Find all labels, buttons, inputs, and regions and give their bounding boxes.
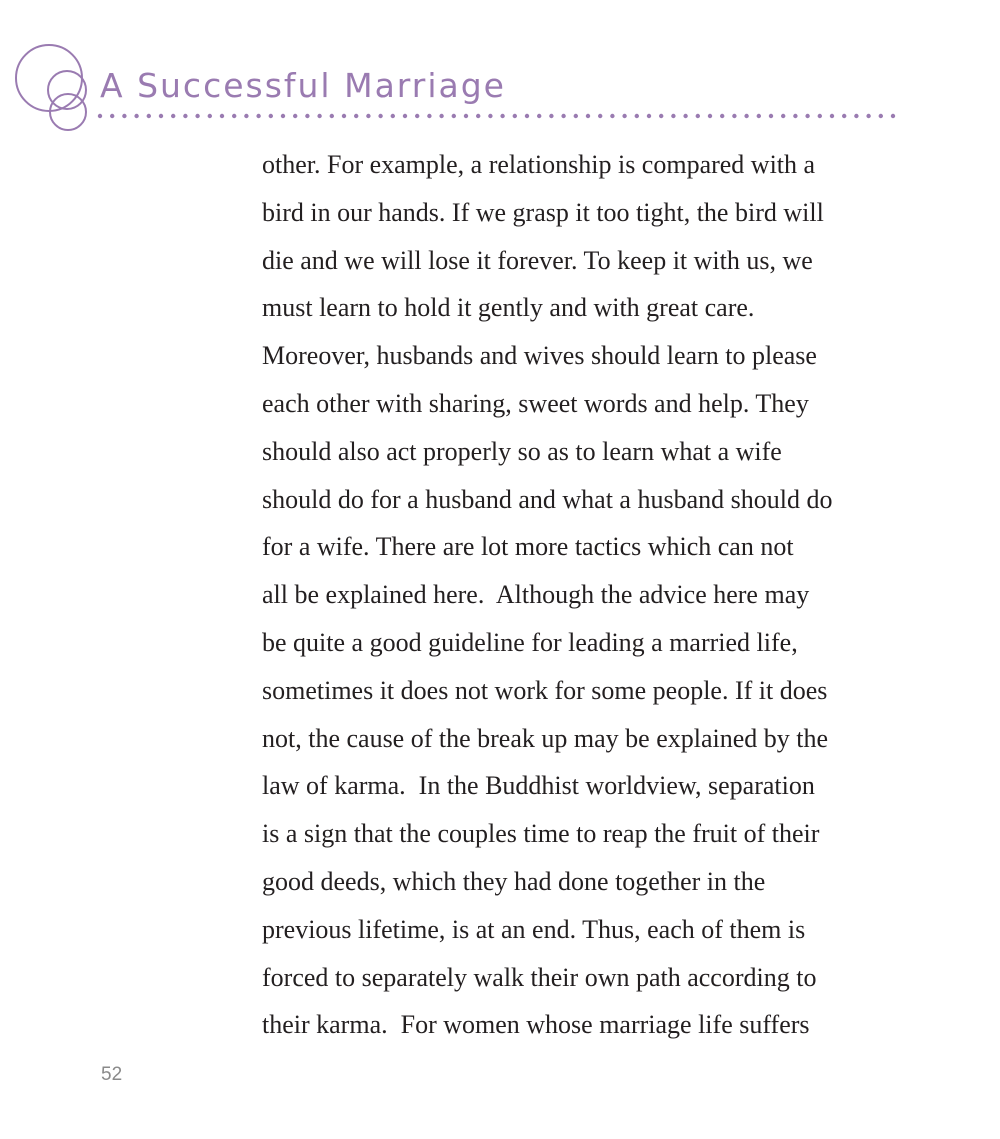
text-line: should do for a husband and what a husband should do bbox=[262, 484, 833, 514]
divider-dot bbox=[147, 114, 151, 118]
divider-dot bbox=[366, 114, 370, 118]
divider-dot bbox=[293, 114, 297, 118]
divider-dot bbox=[427, 114, 431, 118]
divider-dot bbox=[220, 114, 224, 118]
divider-dot bbox=[122, 114, 126, 118]
overlapping-circles-icon bbox=[0, 30, 110, 140]
divider-dot bbox=[183, 114, 187, 118]
text-line: for a wife. There are lot more tactics which can not bbox=[262, 532, 794, 562]
divider-dot bbox=[488, 114, 492, 118]
text-line: each other with sharing, sweet words and help. They bbox=[262, 388, 809, 418]
text-line: must learn to hold it gently and with great care. bbox=[262, 293, 755, 323]
divider-dot bbox=[708, 114, 712, 118]
text-line: sometimes it does not work for some people. If it does bbox=[262, 675, 828, 705]
divider-dot bbox=[610, 114, 614, 118]
divider-dot bbox=[683, 114, 687, 118]
divider-dot bbox=[879, 114, 883, 118]
text-line: forced to separately walk their own path according to bbox=[262, 962, 817, 992]
chapter-title: A Successful Marriage bbox=[100, 66, 506, 105]
divider-dot bbox=[732, 114, 736, 118]
text-line: law of karma. In the Buddhist worldview, separation bbox=[262, 771, 815, 801]
text-line: all be explained here. Although the advice here may bbox=[262, 580, 810, 610]
divider-dot bbox=[757, 114, 761, 118]
divider-dot bbox=[98, 114, 102, 118]
text-line: is a sign that the couples time to reap the fruit of their bbox=[262, 819, 820, 849]
divider-dot bbox=[342, 114, 346, 118]
divider-dot bbox=[842, 114, 846, 118]
divider-dot bbox=[281, 114, 285, 118]
text-line: die and we will lose it forever. To keep it with us, we bbox=[262, 245, 813, 275]
text-line: bird in our hands. If we grasp it too tight, the bird will bbox=[262, 197, 824, 227]
text-line: good deeds, which they had done together in the bbox=[262, 866, 766, 896]
divider-dot bbox=[110, 114, 114, 118]
divider-dot bbox=[452, 114, 456, 118]
divider-dot bbox=[415, 114, 419, 118]
divider-dot bbox=[208, 114, 212, 118]
body-paragraph bbox=[262, 141, 922, 1049]
divider-dot bbox=[476, 114, 480, 118]
text-line: not, the cause of the break up may be explained by the bbox=[262, 723, 829, 753]
divider-dot bbox=[647, 114, 651, 118]
divider-dot bbox=[195, 114, 199, 118]
divider-dot bbox=[854, 114, 858, 118]
divider-dot bbox=[744, 114, 748, 118]
dotted-divider bbox=[96, 110, 906, 122]
divider-dot bbox=[720, 114, 724, 118]
divider-dot bbox=[305, 114, 309, 118]
divider-dot bbox=[232, 114, 236, 118]
divider-dot bbox=[830, 114, 834, 118]
text-line: previous lifetime, is at an end. Thus, each of them is bbox=[262, 914, 806, 944]
divider-dot bbox=[769, 114, 773, 118]
text-line: should also act properly so as to learn what a wife bbox=[262, 436, 782, 466]
page-number: 52 bbox=[101, 1064, 123, 1085]
divider-dot bbox=[696, 114, 700, 118]
divider-dot bbox=[549, 114, 553, 118]
divider-dot bbox=[391, 114, 395, 118]
divider-dot bbox=[659, 114, 663, 118]
divider-dot bbox=[671, 114, 675, 118]
divider-dot bbox=[354, 114, 358, 118]
divider-dot bbox=[464, 114, 468, 118]
divider-dot bbox=[635, 114, 639, 118]
divider-dot bbox=[513, 114, 517, 118]
divider-dot bbox=[537, 114, 541, 118]
divider-dot bbox=[622, 114, 626, 118]
text-line: other. For example, a relationship is compared with a bbox=[262, 150, 816, 179]
text-line: be quite a good guideline for leading a married life, bbox=[262, 627, 798, 657]
divider-dot bbox=[866, 114, 870, 118]
divider-dot bbox=[574, 114, 578, 118]
divider-dot bbox=[805, 114, 809, 118]
divider-dot bbox=[317, 114, 321, 118]
divider-dot bbox=[500, 114, 504, 118]
divider-dot bbox=[439, 114, 443, 118]
divider-dot bbox=[403, 114, 407, 118]
divider-dot bbox=[525, 114, 529, 118]
divider-dot bbox=[330, 114, 334, 118]
divider-dot bbox=[244, 114, 248, 118]
divider-dot bbox=[793, 114, 797, 118]
divider-dot bbox=[171, 114, 175, 118]
divider-dot bbox=[781, 114, 785, 118]
divider-dot bbox=[598, 114, 602, 118]
divider-dot bbox=[159, 114, 163, 118]
divider-dot bbox=[818, 114, 822, 118]
divider-dot bbox=[256, 114, 260, 118]
text-line: their karma. For women whose marriage life suffers bbox=[262, 1010, 810, 1040]
divider-dot bbox=[134, 114, 138, 118]
divider-dot bbox=[378, 114, 382, 118]
divider-dot bbox=[561, 114, 565, 118]
divider-dot bbox=[891, 114, 895, 118]
divider-dot bbox=[269, 114, 273, 118]
divider-dot bbox=[586, 114, 590, 118]
text-line: Moreover, husbands and wives should learn to please bbox=[262, 341, 817, 371]
